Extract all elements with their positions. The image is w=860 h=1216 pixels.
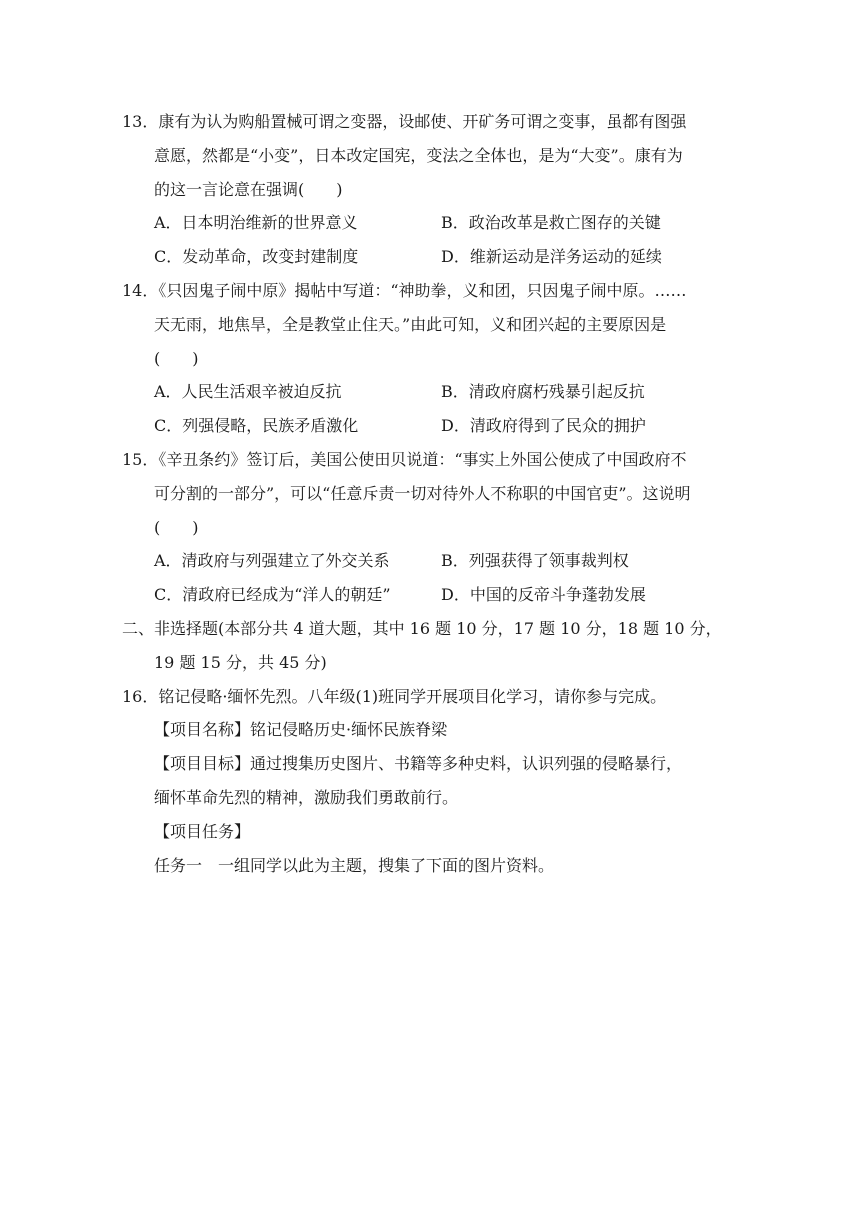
q14-option-b: B．清政府腐朽残暴引起反抗 xyxy=(441,382,645,401)
q16-project-goal-line-2: 缅怀革命先烈的精神，激励我们勇敢前行。 xyxy=(154,788,459,807)
section2-heading-line-1: 二、非选择题(本部分共 4 道大题，其中 16 题 10 分，17 题 10 分，18 题 10 分， xyxy=(122,619,722,638)
q14-option-c: C．列强侵略，民族矛盾激化 xyxy=(154,416,359,435)
q13-option-a: A．日本明治维新的世界意义 xyxy=(154,213,358,232)
q16-project-name: 【项目名称】铭记侵略历史·缅怀民族脊梁 xyxy=(154,720,448,739)
q13-option-b: B．政治改革是救亡图存的关键 xyxy=(441,213,661,232)
q13-option-d: D．维新运动是洋务运动的延续 xyxy=(441,247,662,266)
q14-line-1: 14．《只因鬼子闹中原》揭帖中写道：“神助拳，义和团，只因鬼子闹中原。…… xyxy=(122,281,687,300)
q15-line-2: 可分割的一部分”，可以“任意斥责一切对待外人不称职的中国官吏”。这说明 xyxy=(154,484,691,503)
q15-line-1: 15．《辛丑条约》签订后，美国公使田贝说道：“事实上外国公使成了中国政府不 xyxy=(122,450,687,469)
q13-line-2: 意愿，然都是“小变”，日本改定国宪，变法之全体也，是为“大变”。康有为 xyxy=(154,146,683,165)
q14-line-3: ( ) xyxy=(154,349,199,368)
q15-line-3: ( ) xyxy=(154,518,199,537)
q13-line-3: 的这一言论意在强调( ) xyxy=(154,180,343,199)
q15-option-c: C．清政府已经成为“洋人的朝廷” xyxy=(154,585,391,604)
q15-option-a: A．清政府与列强建立了外交关系 xyxy=(154,551,390,570)
q13-line-1: 13．康有为认为购船置械可谓之变器，设邮使、开矿务可谓之变事，虽都有图强 xyxy=(122,112,687,131)
q14-option-a: A．人民生活艰辛被迫反抗 xyxy=(154,382,342,401)
q15-option-d: D．中国的反帝斗争蓬勃发展 xyxy=(441,585,646,604)
q15-option-b: B．列强获得了领事裁判权 xyxy=(441,551,629,570)
q16-task-heading: 【项目任务】 xyxy=(154,822,251,841)
q16-title: 16．铭记侵略·缅怀先烈。八年级(1)班同学开展项目化学习，请你参与完成。 xyxy=(122,687,667,706)
q16-project-goal-line-1: 【项目目标】通过搜集历史图片、书籍等多种史料，认识列强的侵略暴行， xyxy=(154,754,683,773)
q16-task-1: 任务一 一组同学以此为主题，搜集了下面的图片资料。 xyxy=(154,856,555,875)
section2-heading-line-2: 19 题 15 分，共 45 分) xyxy=(154,653,327,672)
q13-option-c: C．发动革命，改变封建制度 xyxy=(154,247,359,266)
q14-line-2: 天无雨，地焦旱，全是教堂止住天。”由此可知，义和团兴起的主要原因是 xyxy=(154,315,667,334)
q14-option-d: D．清政府得到了民众的拥护 xyxy=(441,416,646,435)
